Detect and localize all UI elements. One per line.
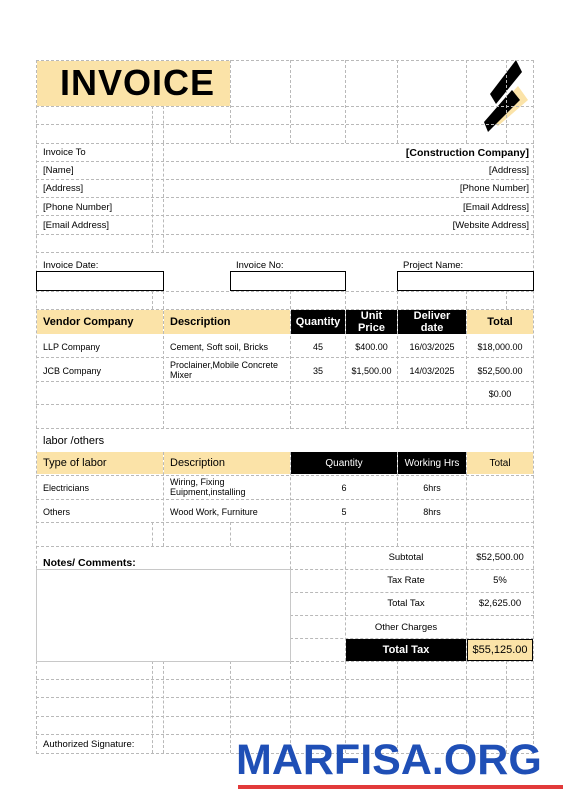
vendor-header-description — [164, 310, 290, 334]
grid-line — [466, 60, 467, 143]
bill-to-phone: [Phone Number] — [43, 202, 113, 213]
watermark: MARFISA.ORG — [236, 736, 542, 784]
labor-row-2-quantity: 5 — [341, 507, 347, 517]
vendor-header-vendor — [37, 310, 163, 334]
labor-header-description — [164, 452, 290, 474]
vendor-row-2-date: 14/03/2025 — [409, 366, 455, 376]
grid-line — [36, 734, 534, 735]
grid-line — [230, 661, 231, 753]
labor-header-type — [37, 452, 163, 474]
invoice-date-field[interactable] — [36, 271, 164, 291]
grid-line — [36, 716, 534, 717]
labor-header-total-label: Total — [489, 457, 511, 469]
grid-line — [36, 381, 534, 382]
project-name-label: Project Name: — [403, 260, 464, 271]
grid-line — [36, 143, 534, 144]
tax-rate-label: Tax Rate — [387, 575, 425, 586]
labor-section-title: labor /others — [43, 435, 105, 447]
labor-header-type-label: Type of labor — [43, 457, 107, 469]
grid-line — [163, 106, 164, 143]
grid-line — [36, 697, 534, 698]
vendor-row-1-description: Cement, Soft soil, Bricks — [170, 342, 269, 352]
grid-line — [36, 197, 534, 198]
grid-line — [36, 234, 534, 235]
vendor-row-1-unit-price: $400.00 — [355, 342, 388, 352]
grid-line — [36, 161, 534, 162]
vendor-row-1-quantity: 45 — [312, 342, 323, 352]
invoice-title: INVOICE — [60, 62, 216, 103]
vendor-header-unit-price — [346, 310, 397, 334]
grid-line — [36, 357, 534, 358]
grid-line — [152, 291, 153, 309]
bill-to-heading: Invoice To — [43, 147, 86, 158]
vendor-row-1-date: 16/03/2025 — [409, 342, 455, 352]
company-name: [Construction Company] — [405, 147, 529, 159]
total-tax-label: Total Tax — [387, 598, 425, 609]
grand-total-value-cell — [467, 639, 533, 661]
grid-line — [397, 60, 398, 143]
vendor-header-unit-price-label: Unit Price — [358, 310, 385, 334]
labor-row-2-type: Others — [43, 507, 71, 517]
vendor-row-1-vendor: LLP Company — [43, 342, 100, 352]
grid-line — [36, 404, 534, 405]
labor-header-description-label: Description — [170, 457, 226, 469]
subtotal-value: $52,500.00 — [476, 552, 524, 563]
vendor-row-2-vendor: JCB Company — [43, 366, 102, 376]
vendor-header-total-label: Total — [487, 316, 513, 328]
vendor-row-2-unit-price: $1,500.00 — [351, 366, 392, 376]
grand-total-label: Total Tax — [382, 644, 430, 656]
labor-header-total — [467, 452, 533, 474]
grid-line — [290, 569, 534, 570]
grid-line — [230, 522, 231, 546]
grid-line — [506, 60, 507, 143]
grid-line — [533, 60, 534, 754]
labor-header-hours-label: Working Hrs — [404, 457, 460, 469]
vendor-row-2-total: $52,500.00 — [477, 366, 523, 376]
vendor-header-vendor-label: Vendor Company — [43, 316, 134, 328]
labor-row-1-description: Wiring, Fixing Euipment,installing — [170, 477, 246, 497]
grid-line — [36, 546, 534, 547]
grid-line — [152, 661, 153, 753]
grid-line — [152, 522, 153, 546]
grid-line — [36, 106, 534, 107]
labor-row-1-hours: 6hrs — [423, 483, 441, 493]
grid-line — [290, 60, 291, 143]
bill-to-address: [Address] — [43, 183, 84, 194]
grid-line — [36, 179, 534, 180]
vendor-header-quantity — [291, 310, 345, 334]
invoice-no-field[interactable] — [230, 271, 346, 291]
bill-to-email: [Email Address] — [43, 220, 109, 231]
labor-row-1-type: Electricians — [43, 483, 90, 493]
grid-line — [163, 143, 164, 253]
grid-line — [36, 215, 534, 216]
grid-line — [36, 475, 534, 476]
vendor-row-1-total: $18,000.00 — [477, 342, 523, 352]
company-phone: [Phone Number] — [459, 183, 529, 194]
labor-row-1-quantity: 6 — [341, 483, 347, 493]
labor-header-quantity — [291, 452, 397, 474]
notes-label: Notes/ Comments: — [43, 557, 136, 569]
grid-line — [36, 499, 534, 500]
grid-line — [506, 291, 507, 309]
vendor-header-quantity-label: Quantity — [295, 316, 341, 328]
grid-line — [36, 124, 534, 125]
invoice-date-label: Invoice Date: — [43, 260, 99, 271]
grid-line — [290, 592, 534, 593]
labor-row-2-hours: 8hrs — [423, 507, 441, 517]
subtotal-label: Subtotal — [388, 552, 424, 563]
labor-header-hours — [398, 452, 466, 474]
labor-row-2-description: Wood Work, Furniture — [170, 507, 258, 517]
vendor-header-date-label: Deliver date — [413, 310, 451, 334]
vendor-header-description-label: Description — [170, 316, 231, 328]
bill-to-name: [Name] — [43, 165, 74, 176]
grid-line — [230, 60, 231, 143]
other-charges-label: Other Charges — [374, 622, 438, 633]
vendor-header-total — [467, 310, 533, 334]
company-email: [Email Address] — [463, 202, 529, 213]
company-website: [Website Address] — [452, 220, 529, 231]
total-tax-value: $2,625.00 — [478, 598, 522, 609]
grand-total-label-cell — [346, 639, 466, 661]
signature-label: Authorized Signature: — [43, 739, 135, 750]
grid-line — [36, 679, 534, 680]
vendor-header-date — [398, 310, 466, 334]
grid-line — [345, 60, 346, 143]
vendor-row-3-total: $0.00 — [488, 389, 512, 399]
watermark-underline — [238, 785, 563, 789]
tax-rate-value: 5% — [493, 575, 507, 586]
invoice-no-label: Invoice No: — [236, 260, 284, 271]
grid-line — [36, 428, 534, 429]
grid-line — [36, 291, 534, 292]
grid-line — [36, 60, 534, 61]
grid-line — [152, 143, 153, 253]
labor-header-quantity-label: Quantity — [325, 457, 363, 469]
grid-line — [36, 252, 534, 253]
company-address: [Address] — [488, 165, 529, 176]
grand-total-value: $55,125.00 — [472, 644, 528, 656]
grid-line — [290, 615, 534, 616]
grid-line — [152, 106, 153, 143]
notes-field[interactable] — [36, 569, 291, 662]
vendor-row-2-description: Proclainer,Mobile Concrete Mixer — [170, 360, 279, 380]
project-name-field[interactable] — [397, 271, 534, 291]
grid-line — [36, 522, 534, 523]
vendor-row-2-quantity: 35 — [312, 366, 323, 376]
grid-line — [163, 661, 164, 753]
grid-line — [345, 522, 346, 546]
